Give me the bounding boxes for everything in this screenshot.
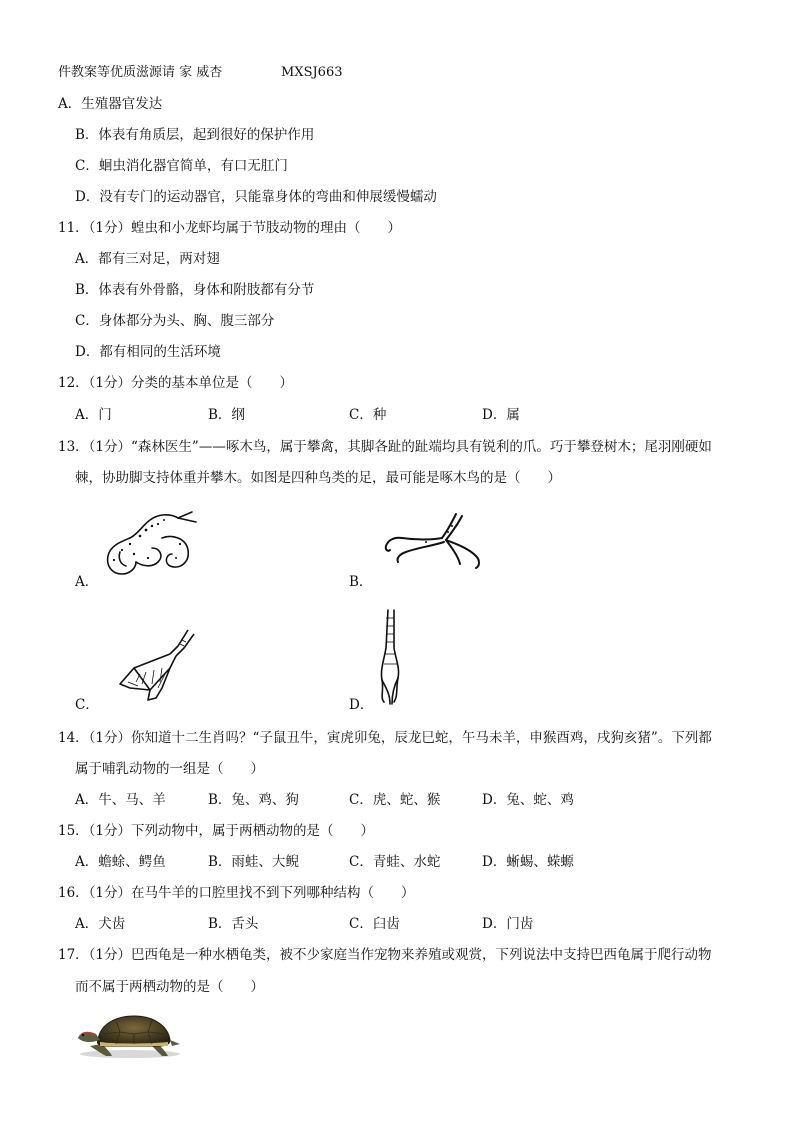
q11-stem: 11．（1分）蝗虫和小龙虾均属于节肢动物的理由（ ） <box>58 220 402 236</box>
q10-option-d: D．没有专门的运动器官，只能靠身体的弯曲和伸展缓慢蠕动 <box>75 189 437 205</box>
q14-option-a: A．牛、马、羊 <box>75 792 166 808</box>
q11-option-a: A．都有三对足，两对翅 <box>75 251 220 267</box>
q16-option-d: D．门齿 <box>482 916 534 932</box>
q14-stem-line1: 14．（1分）你知道十二生肖吗？“子鼠丑牛，寅虎卯兔，辰龙巳蛇，午马未羊，申猴酉鸡，戌狗亥猪”。下列都 <box>58 730 712 746</box>
q13-label-a: A． <box>75 574 99 590</box>
q14-option-c: C．虎、蛇、猴 <box>349 792 441 808</box>
q12-stem: 12．（1分）分类的基本单位是（ ） <box>58 375 294 391</box>
bird-foot-b-image <box>376 510 488 578</box>
q13-label-b: B． <box>349 574 373 590</box>
q11-option-b: B．体表有外骨骼，身体和附肢都有分节 <box>75 282 315 298</box>
q10-option-c: C．蛔虫消化器官简单，有口无肛门 <box>75 158 288 174</box>
q13-stem-line1: 13．（1分）“森林医生”——啄木鸟，属于攀禽，其脚各趾的趾端均具有锐利的爪。巧于攀登树木；尾羽刚硬如 <box>58 439 712 455</box>
q12-option-b: B．纲 <box>208 407 245 423</box>
q16-option-a: A．犬齿 <box>75 916 126 932</box>
q15-option-d: D．蜥蜴、蝾螈 <box>482 854 574 870</box>
bird-foot-a-image <box>100 508 200 583</box>
bird-foot-d-image <box>370 608 410 708</box>
q10-option-b: B．体表有角质层，起到很好的保护作用 <box>75 127 315 143</box>
turtle-image <box>76 1010 184 1060</box>
q14-option-d: D．兔、蛇、鸡 <box>482 792 574 808</box>
q10-option-a: A．生殖器官发达 <box>58 96 163 112</box>
q16-stem: 16．（1分）在马牛羊的口腔里找不到下列哪种结构（ ） <box>58 885 415 901</box>
q13-label-c: C． <box>75 697 99 713</box>
header-code: MXSJ663 <box>281 65 343 80</box>
q17-stem-line1: 17．（1分）巴西龟是一种水栖龟类，被不少家庭当作宠物来养殖或观赏，下列说法中支持巴西龟属于爬行动物 <box>58 947 712 963</box>
q15-option-c: C．青蛙、水蛇 <box>349 854 441 870</box>
q16-option-b: B．舌头 <box>208 916 259 932</box>
q14-stem-line2: 属于哺乳动物的一组是（ ） <box>75 761 264 777</box>
q17-stem-line2: 而不属于两栖动物的是（ ） <box>75 979 264 995</box>
q12-option-c: C．种 <box>349 407 387 423</box>
q13-label-d: D． <box>349 697 374 713</box>
bird-foot-c-image <box>100 628 200 708</box>
q15-option-b: B．雨蛙、大鲵 <box>208 854 299 870</box>
q14-option-b: B．兔、鸡、狗 <box>208 792 299 808</box>
q11-option-d: D．都有相同的生活环境 <box>75 344 221 360</box>
q13-stem-line2: 棘，协助脚支持体重并攀木。如图是四种鸟类的足，最可能是啄木鸟的是（ ） <box>75 470 561 486</box>
q15-option-a: A．蟾蜍、鳄鱼 <box>75 854 166 870</box>
q11-option-c: C．身体都分为头、胸、腹三部分 <box>75 313 275 329</box>
q12-option-d: D．属 <box>482 407 520 423</box>
q15-stem: 15．（1分）下列动物中，属于两栖动物的是（ ） <box>58 823 375 839</box>
header-text: 件教案等优质滋源请 家 威杏 <box>58 65 223 80</box>
q16-option-c: C．臼齿 <box>349 916 400 932</box>
q12-option-a: A．门 <box>75 407 112 423</box>
